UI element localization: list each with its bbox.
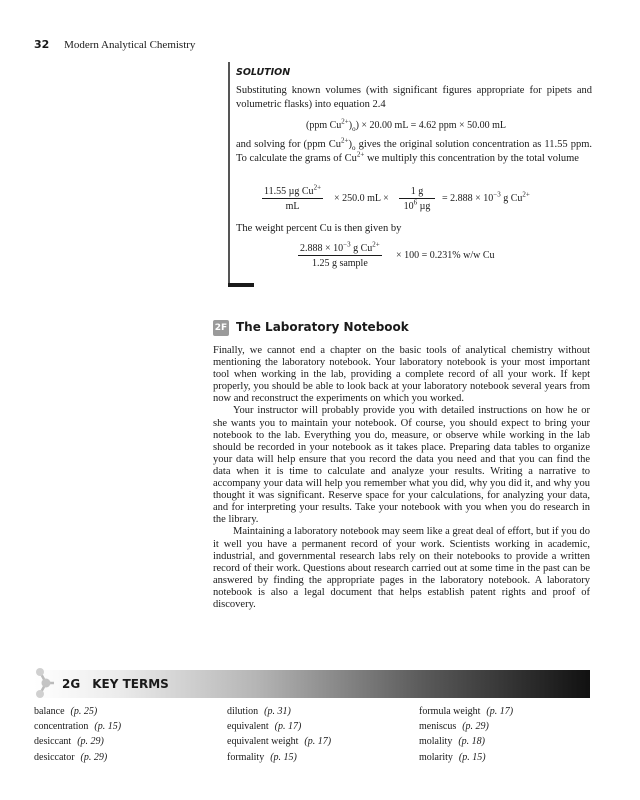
term: formula weight [419,706,481,717]
eq2-den2: 10 [403,201,414,212]
eq2-den2-unit: µg [417,201,431,212]
section-number-badge: 2F [213,320,229,336]
book-title: Modern Analytical Chemistry [64,39,196,51]
solution-paragraph-2: and solving for (ppm $Cu^{2+})_o$ gives the original solution concentration as 11.55 ppm. To calculate the grams of $Cu^{2+}$ we multiply this concentration by the total volume [236,136,592,164]
term: meniscus [419,721,457,733]
eq2-den1: mL [285,201,300,212]
key-terms-column-3 [419,704,513,765]
term: molarity [419,751,453,763]
p2-part-b: ) [348,139,352,150]
p2-part-c: gives the original solution concentration as 11.55 ppm. To calculate the grams of Cu [236,139,592,164]
solution-end-mark [228,283,254,287]
eq2-result: = $2.888 \times 10^{-3}$ g $Cu^{2+}$ [442,190,530,204]
term-page: (p. 25) [70,706,98,717]
term: concentration [34,721,89,733]
key-terms-column-2 [227,704,331,765]
key-term [419,719,513,734]
term-page: (p. 15) [270,751,297,763]
running-header [34,38,195,51]
section-body [213,345,590,611]
term: desiccant [34,736,72,748]
term-page: (p. 31) [264,706,291,717]
term: molality [419,736,453,748]
key-term [419,704,513,719]
term-page: (p. 29) [462,721,489,733]
key-term [34,734,121,749]
eq3-den: 1.25 g sample [311,258,368,269]
molecule-icon [32,666,58,700]
term: dilution [227,706,259,717]
equation-1-rhs: ) × 20.00 mL = 4.62 ppm × 50.00 mL [355,120,507,131]
eq3-result: × 100 = 0.231% w/w Cu [396,250,495,261]
key-term [227,704,331,719]
key-term [34,704,121,719]
key-terms-number: 2G [62,677,81,691]
body-paragraph-1: Finally, we cannot end a chapter on the basic tools of analytical chemistry without mentioning the laboratory notebook. Your laboratory notebook is your most important tool when working in the lab, providing a complete record of all your work. If kept properly, you should be able to look back at your laboratory notebook several years from now and reconstruct the experiments on which you worked. [213,345,590,405]
term-page: (p. 29) [80,751,108,763]
solution-paragraph-1: Substituting known volumes (with significant figures appropriate for pipets and volumetric flasks) into equation 2.4 [236,85,592,110]
key-terms-column-1 [34,704,121,765]
page-number: 32 [34,38,50,51]
term-page: (p. 15) [94,721,122,733]
eq2-times: × 250.0 mL × [334,193,389,204]
key-term [419,734,513,749]
key-terms-title: KEY TERMS [92,677,169,691]
section-title: The Laboratory Notebook [236,320,409,334]
key-term [419,750,513,765]
key-term [227,750,331,765]
eq2-num1: 11.55 µg Cu [264,186,314,197]
solution-rule [228,62,230,286]
equation-2-fraction-1: 11.55 µg $Cu^{2+}$ mL [264,183,322,212]
eq2-result-b: g Cu [500,193,523,204]
equation-3-fraction: $2.888 \times 10^{-3}$ g $Cu^{2+}$ 1.25 g sample [300,240,380,269]
eq3-num-a: 2.888 × 10 [300,243,344,254]
term: desiccator [34,751,75,763]
term-page: (p. 15) [458,751,486,763]
key-term [34,719,121,734]
key-terms-heading [62,677,169,691]
term: formality [227,751,265,763]
solution-heading: SOLUTION [236,67,291,78]
key-term [227,734,331,749]
eq2-num2: 1 g [399,186,435,199]
term-page: (p. 17) [486,706,514,717]
term-page: (p. 29) [77,736,104,748]
solution-paragraph-3: The weight percent Cu is then given by [236,223,402,234]
term-page: (p. 18) [458,736,486,748]
eq3-num-b: g Cu [350,243,373,254]
key-term [34,750,121,765]
equation-2-fraction-2: 1 g $10^6$ µg [399,186,435,212]
p2-part-d: we multiply this concentration by the total volume [364,153,579,164]
equation-1: (ppm $Cu^{2+})_o) \times 20.00$ mL = 4.62 ppm × 50.00 mL [306,117,507,133]
term: equivalent [227,721,269,733]
key-term [227,719,331,734]
term: equivalent weight [227,736,299,748]
body-paragraph-3: Maintaining a laboratory notebook may seem like a great deal of effort, but if you do it well you have a permanent record of your work. Scientists working in academic, industrial, and governmental research labs rely on their notebooks to provide a written record of their work. Questions about research carried out at some time in the past can be answered by finding the appropriate pages in the laboratory notebook. A laboratory notebook is also a legal document that helps establish patent rights and proof of discovery. [213,526,590,610]
body-paragraph-2: Your instructor will probably provide you with detailed instructions on how he or she wants you to maintain your notebook. Of course, you should expect to bring your notebook to the lab. Everything you do, measure, or observe while working in the lab should be recorded in your notebook as it takes place. Preparing data tables to organize your data will help ensure that you record the data you need and that you can find the data when it is time to calculate and analyze your results. Writing a narrative to accompany your data will help you remember what you did, why you did it, and why you thought it was significant. Reserve space for your calculations, for analyzing your data, and for interpreting your results. Take your notebook with you when you do research in the library. [213,405,590,526]
p2-part-a: and solving for (ppm Cu [236,139,342,150]
term-page: (p. 17) [304,736,332,748]
term-page: (p. 17) [274,721,302,733]
term: balance [34,706,65,717]
eq2-result-a: = 2.888 × 10 [442,193,494,204]
